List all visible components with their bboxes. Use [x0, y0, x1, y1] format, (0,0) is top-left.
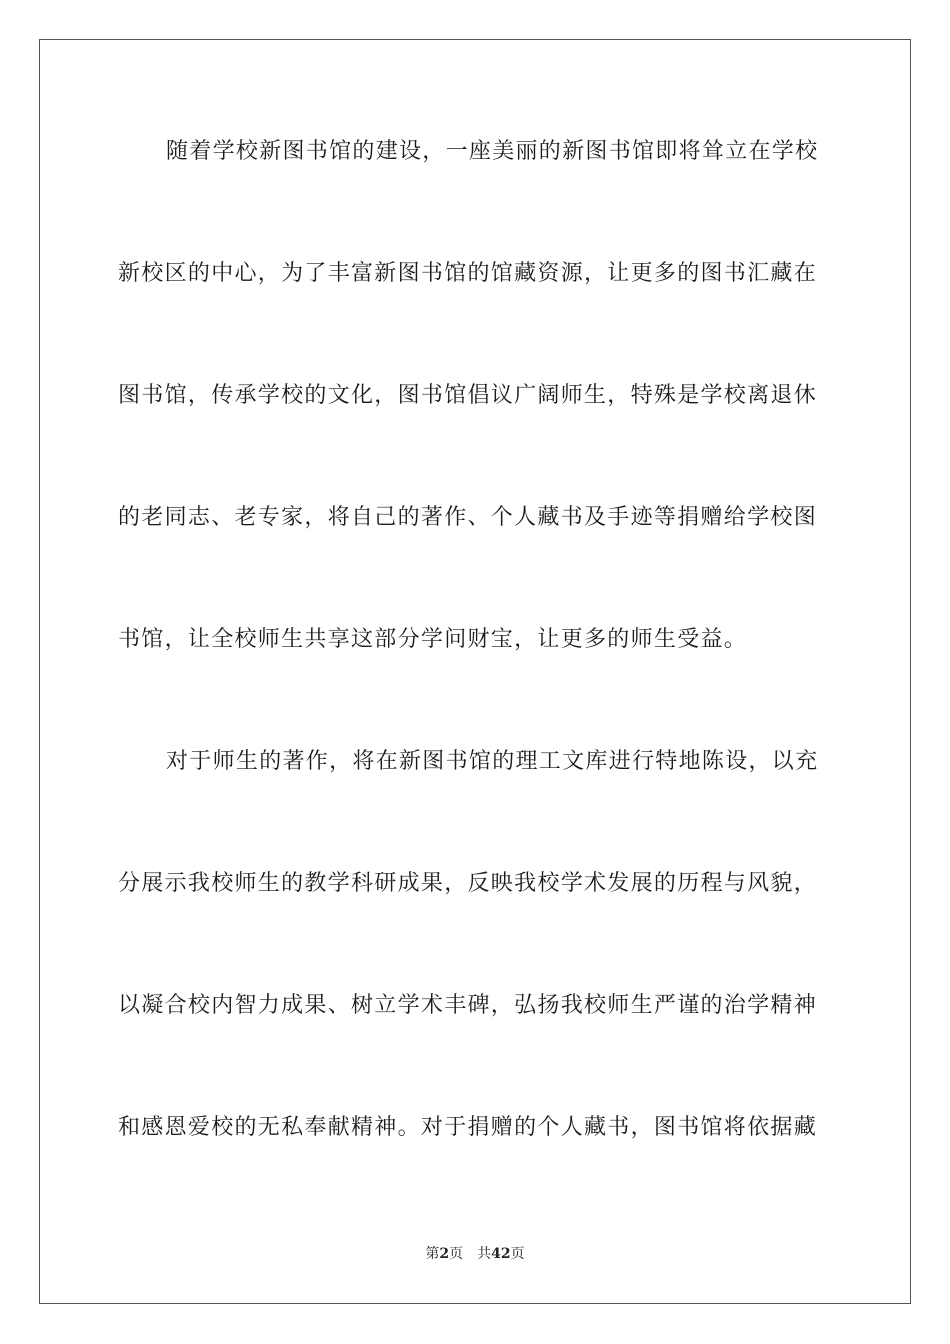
page-prefix: 第 [425, 1246, 440, 1262]
body-text-line: 以凝合校内智力成果、树立学术丰碑，弘扬我校师生严谨的治学精神 [118, 993, 818, 1018]
body-text-line: 的老同志、老专家，将自己的著作、个人藏书及手迹等捐赠给学校图 [118, 505, 818, 530]
total-prefix: 共 [477, 1246, 492, 1262]
body-text-line: 随着学校新图书馆的建设，一座美丽的新图书馆即将耸立在学校 [166, 139, 819, 164]
body-text-line: 新校区的中心，为了丰富新图书馆的馆藏资源，让更多的图书汇藏在 [118, 261, 818, 286]
page-suffix: 页 [449, 1246, 464, 1262]
body-text-line: 图书馆，传承学校的文化，图书馆倡议广阔师生，特殊是学校离退休 [118, 383, 818, 408]
total-pages: 42 [491, 1246, 511, 1262]
body-text-line: 对于师生的著作，将在新图书馆的理工文库进行特地陈设，以充 [166, 749, 819, 774]
body-text-line: 分展示我校师生的教学科研成果，反映我校学术发展的历程与风貌， [118, 871, 818, 896]
total-suffix: 页 [510, 1246, 525, 1262]
body-text-line: 和感恩爱校的无私奉献精神。对于捐赠的个人藏书，图书馆将依据藏 [118, 1115, 818, 1140]
page-footer [0, 1244, 950, 1264]
page-number: 2 [439, 1246, 450, 1262]
body-text-line: 书馆，让全校师生共享这部分学问财宝，让更多的师生受益。 [118, 627, 748, 652]
